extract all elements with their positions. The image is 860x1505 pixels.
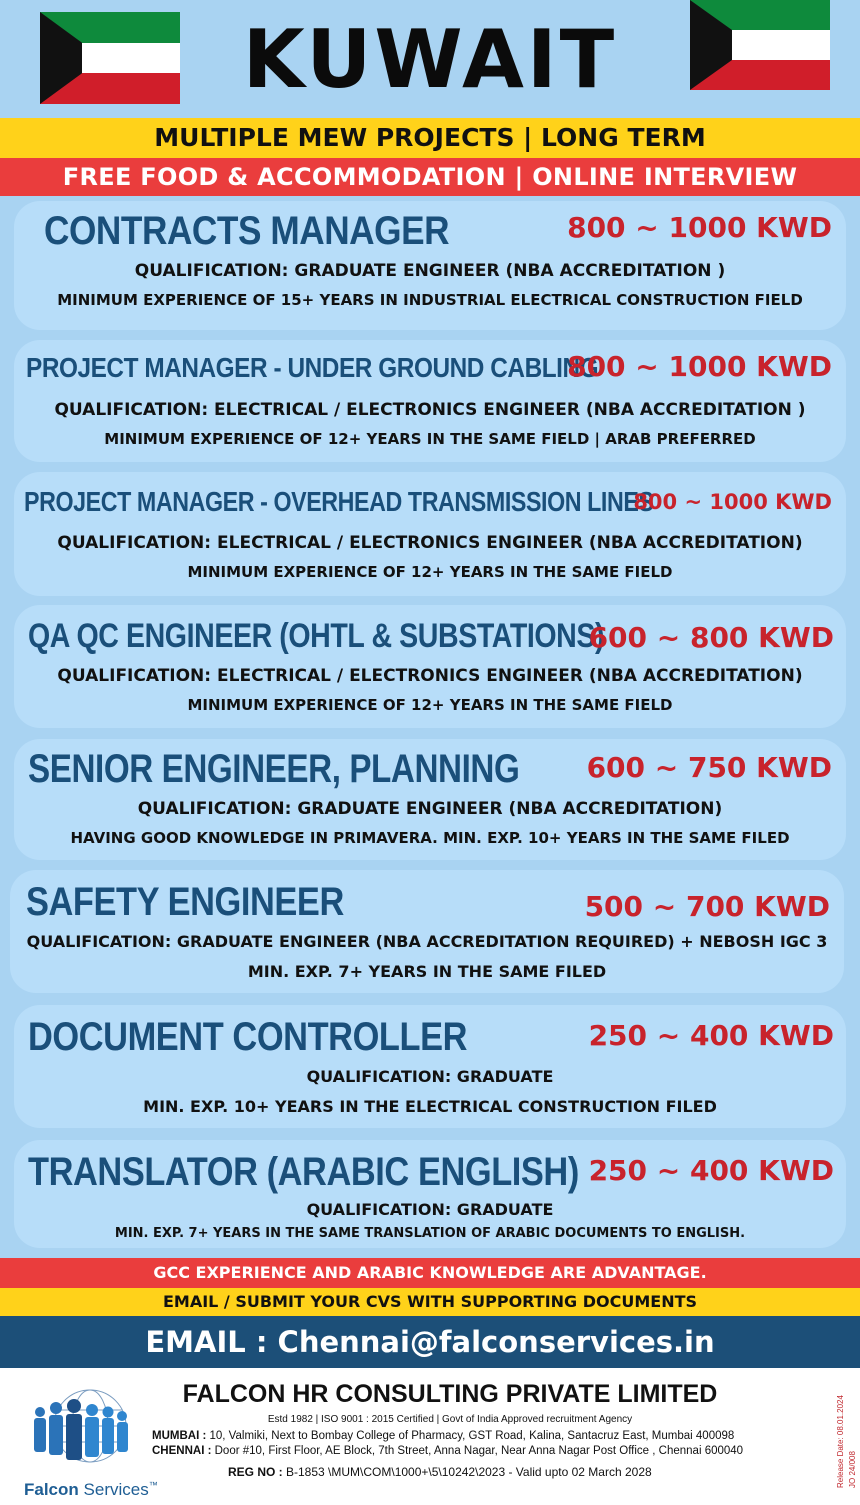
- job-experience: MIN. EXP. 7+ YEARS IN THE SAME TRANSLATION OF ARABIC DOCUMENTS TO ENGLISH.: [114, 1226, 746, 1241]
- job-title: PROJECT MANAGER - UNDER GROUND CABLING: [26, 352, 599, 383]
- job-qualification: QUALIFICATION: GRADUATE ENGINEER (NBA ACCREDITATION REQUIRED) + NEBOSH IGC 3: [26, 932, 828, 951]
- job-experience: MIN. EXP. 7+ YEARS IN THE SAME FILED: [247, 962, 607, 981]
- job-card: [14, 605, 846, 728]
- job-title: SAFETY ENGINEER: [26, 880, 344, 924]
- job-experience: HAVING GOOD KNOWLEDGE IN PRIMAVERA. MIN. EXP. 10+ YEARS IN THE SAME FILED: [70, 829, 790, 847]
- job-card: [14, 739, 846, 860]
- job-experience: MIN. EXP. 10+ YEARS IN THE ELECTRICAL CONSTRUCTION FILED: [143, 1097, 717, 1116]
- job-experience: MINIMUM EXPERIENCE OF 15+ YEARS IN INDUSTRIAL ELECTRICAL CONSTRUCTION FIELD: [57, 291, 803, 309]
- footer: [0, 1368, 860, 1505]
- job-salary: 600 ~ 800 KWD: [588, 621, 834, 654]
- job-experience: MINIMUM EXPERIENCE OF 12+ YEARS IN THE SAME FIELD | ARAB PREFERRED: [104, 430, 756, 448]
- job-card: [10, 870, 844, 993]
- job-card: [14, 201, 846, 330]
- advantage-banner: GCC EXPERIENCE AND ARABIC KNOWLEDGE ARE ADVANTAGE.: [0, 1258, 860, 1288]
- job-salary: 800 ~ 1000 KWD: [567, 350, 832, 383]
- job-title: DOCUMENT CONTROLLER: [28, 1015, 468, 1059]
- job-experience: MINIMUM EXPERIENCE OF 12+ YEARS IN THE SAME FIELD: [187, 563, 673, 581]
- job-qualification: QUALIFICATION: ELECTRICAL / ELECTRONICS ENGINEER (NBA ACCREDITATION ): [54, 400, 806, 420]
- job-card: [14, 1005, 846, 1128]
- job-qualification: QUALIFICATION: ELECTRICAL / ELECTRONICS ENGINEER (NBA ACCREDITATION): [57, 666, 803, 686]
- registration-number: REG NO : B-1853 \MUM\COM\1000+\5\10242\2023 - Valid upto 02 March 2028: [228, 1465, 652, 1479]
- header: [0, 0, 860, 118]
- job-qualification: QUALIFICATION: GRADUATE: [306, 1067, 554, 1086]
- job-card: [14, 472, 846, 596]
- job-salary: 500 ~ 700 KWD: [584, 890, 830, 923]
- projects-banner: MULTIPLE MEW PROJECTS | LONG TERM: [0, 118, 860, 158]
- job-order-number: JO 24/008: [848, 1451, 857, 1488]
- job-title: CONTRACTS MANAGER: [44, 209, 450, 253]
- falcon-services-logo: [22, 1386, 162, 1499]
- job-salary: 800 ~ 1000 KWD: [567, 211, 832, 244]
- benefits-banner: FREE FOOD & ACCOMMODATION | ONLINE INTERVIEW: [0, 158, 860, 196]
- page-title: KUWAIT: [242, 13, 618, 106]
- release-date: Release Date: 08.01.2024: [836, 1395, 845, 1488]
- job-qualification: QUALIFICATION: GRADUATE ENGINEER (NBA ACCREDITATION): [137, 799, 723, 819]
- job-title: TRANSLATOR (ARABIC ENGLISH): [28, 1150, 579, 1194]
- company-credentials: Estd 1982 | ISO 9001 : 2015 Certified | Govt of India Approved recruitment Agency: [267, 1414, 633, 1425]
- job-salary: 600 ~ 750 KWD: [586, 751, 832, 784]
- job-salary: 250 ~ 400 KWD: [588, 1154, 834, 1187]
- logo-wordmark: Falcon Services™: [24, 1480, 158, 1499]
- job-qualification: QUALIFICATION: GRADUATE: [306, 1200, 554, 1219]
- job-title: SENIOR ENGINEER, PLANNING: [28, 747, 520, 791]
- job-experience: MINIMUM EXPERIENCE OF 12+ YEARS IN THE SAME FIELD: [187, 696, 673, 714]
- job-card: [14, 340, 846, 462]
- job-qualification: QUALIFICATION: GRADUATE ENGINEER (NBA ACCREDITATION ): [134, 261, 726, 281]
- job-salary: 800 ~ 1000 KWD: [633, 490, 832, 514]
- job-title: QA QC ENGINEER (OHTL & SUBSTATIONS): [28, 617, 605, 655]
- job-title: PROJECT MANAGER - OVERHEAD TRANSMISSION LINES: [24, 486, 654, 517]
- globe-people-icon: [22, 1386, 162, 1478]
- chennai-address: CHENNAI : Door #10, First Floor, AE Block, 7th Street, Anna Nagar, Near Anna Nagar Post Office , Chennai 600040: [152, 1445, 744, 1457]
- submit-banner: EMAIL / SUBMIT YOUR CVS WITH SUPPORTING DOCUMENTS: [0, 1288, 860, 1316]
- kuwait-flag-right: [690, 0, 830, 90]
- job-qualification: QUALIFICATION: ELECTRICAL / ELECTRONICS ENGINEER (NBA ACCREDITATION): [57, 533, 803, 553]
- mumbai-address: MUMBAI : 10, Valmiki, Next to Bombay College of Pharmacy, GST Road, Kalina, Santacruz East, Mumbai 400098: [152, 1430, 735, 1442]
- job-salary: 250 ~ 400 KWD: [588, 1019, 834, 1052]
- email-banner[interactable]: EMAIL : Chennai@falconservices.in: [0, 1316, 860, 1368]
- company-name: FALCON HR CONSULTING PRIVATE LIMITED: [182, 1380, 718, 1408]
- job-card: [14, 1140, 846, 1248]
